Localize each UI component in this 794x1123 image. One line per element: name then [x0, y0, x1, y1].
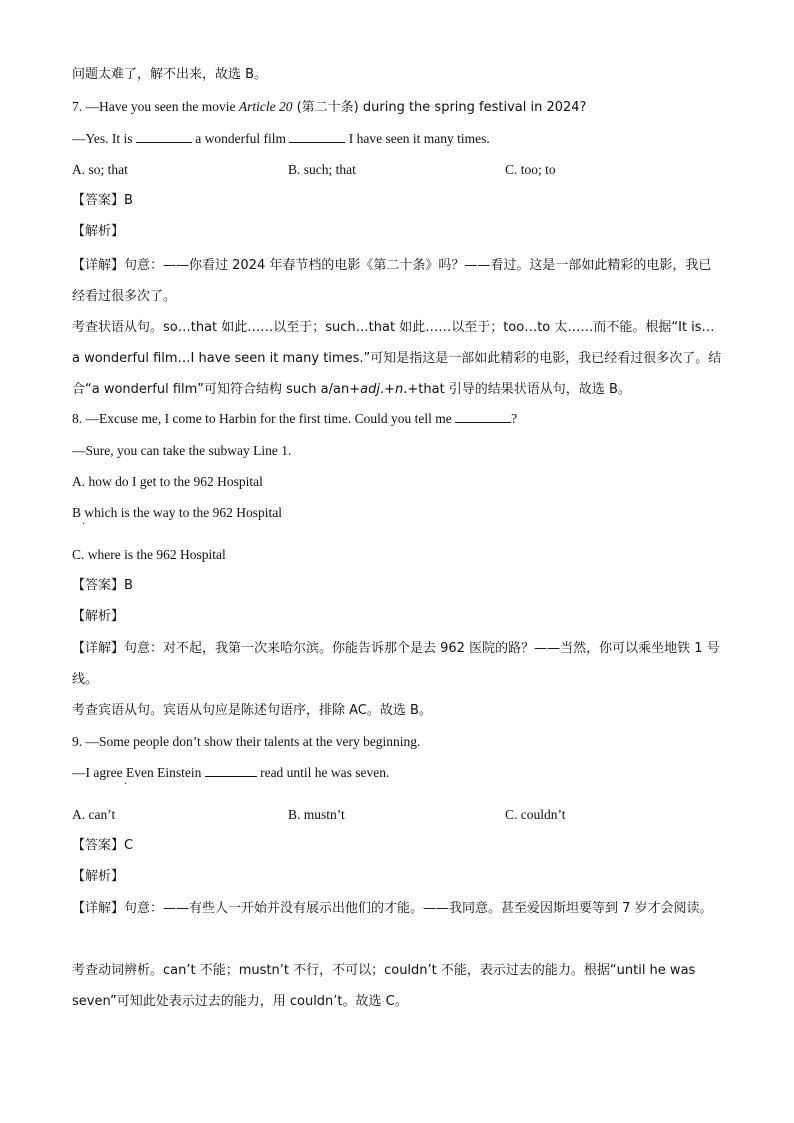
- question-8-text: 8. —Excuse me, I come to Harbin for the first time. Could you tell me: [72, 411, 456, 426]
- option-b: B. such; that: [288, 162, 356, 177]
- option-b: B which is the way to the 962 Hospital: [72, 505, 282, 520]
- option-a: A. can’t: [72, 807, 116, 822]
- answer-blank: [289, 130, 345, 143]
- reply-part: —I agree Even Einstein: [72, 765, 205, 780]
- reply-part: I have seen it many times.: [345, 131, 490, 146]
- answer-blank: [205, 764, 257, 777]
- question-7: [72, 98, 586, 117]
- question-7-text: 7. —Have you seen the movie: [72, 99, 239, 114]
- explanation-text: .+that 引导的结果状语从句，故选 B。: [403, 382, 631, 397]
- detail-explanation: 【详解】句意：——你看过 2024 年春节档的电影《第二十条》吗？——看过。这是一部如此精彩的电影，我已经看过很多次了。: [72, 258, 712, 304]
- answer-blank: [455, 410, 511, 423]
- question-9: 9. —Some people don’t show their talents at the very beginning.: [72, 734, 421, 749]
- explanation-paragraph: [72, 312, 722, 405]
- option-a: A. how do I get to the 962 Hospital: [72, 474, 263, 489]
- detail-explanation: 【详解】句意：——有些人一开始并没有展示出他们的才能。——我同意。甚至爱因斯坦要等到 7 岁才会阅读。: [72, 901, 713, 916]
- detail-explanation: 【详解】句意：对不起，我第一次来哈尔滨。你能告诉那个是去 962 医院的路？——当然，你可以乘坐地铁 1 号线。: [72, 641, 720, 687]
- adj-abbrev: adj: [360, 382, 380, 397]
- analysis-label: 【解析】: [72, 609, 125, 624]
- answer-label: 【答案】B: [72, 578, 133, 593]
- movie-title: Article 20: [238, 99, 293, 114]
- option-b: B. mustn’t: [288, 807, 345, 822]
- question-9-reply: [72, 764, 389, 782]
- answer-label: 【答案】C: [72, 838, 134, 853]
- option-a: A. so; that: [72, 162, 128, 177]
- option-c: C. where is the 962 Hospital: [72, 547, 226, 562]
- question-8-reply: —Sure, you can take the subway Line 1.: [72, 443, 292, 458]
- dot-mark: ·: [82, 519, 86, 530]
- question-mark: ?: [511, 411, 518, 426]
- answer-blank: [136, 130, 192, 143]
- noun-abbrev: n: [395, 382, 404, 397]
- explanation-text: .+: [379, 382, 395, 397]
- analysis-label: 【解析】: [72, 869, 125, 884]
- explanation-text: 考查状语从句。so…that 如此……以至于；such…that 如此……以至于；too…to 太……而不能。根据“It is…a wonderful film…I have seen it many times.”可知是指这是一部如此精彩的电影，我已经看过很多次了。结合“a wonderful film”可知符合结构 such a/an+: [72, 320, 722, 397]
- option-c: C. too; to: [505, 162, 556, 177]
- question-7-reply: [72, 130, 490, 148]
- reply-part: a wonderful film: [191, 131, 290, 146]
- explanation-paragraph: 考查动词辨析。can’t 不能；mustn’t 不行，不可以；couldn’t 不能，表示过去的能力。根据“until he was seven”可知此处表示过去的能力，用 couldn’t。故选 C。: [72, 963, 696, 1009]
- explanation-paragraph: 考查宾语从句。宾语从句应是陈述句语序，排除 AC。故选 B。: [72, 703, 432, 718]
- question-7-text-end: (第二十条) during the spring festival in 2024?: [292, 100, 587, 115]
- question-8: [72, 410, 517, 428]
- reply-part: —Yes. It is: [72, 131, 136, 146]
- option-c: C. couldn’t: [505, 807, 566, 822]
- answer-label: 【答案】B: [72, 193, 133, 208]
- dot-mark: ·: [124, 779, 128, 790]
- reply-part: read until he was seven.: [256, 765, 390, 780]
- analysis-label: 【解析】: [72, 224, 125, 239]
- prev-explanation-end: 问题太难了，解不出来，故选 B。: [72, 67, 268, 82]
